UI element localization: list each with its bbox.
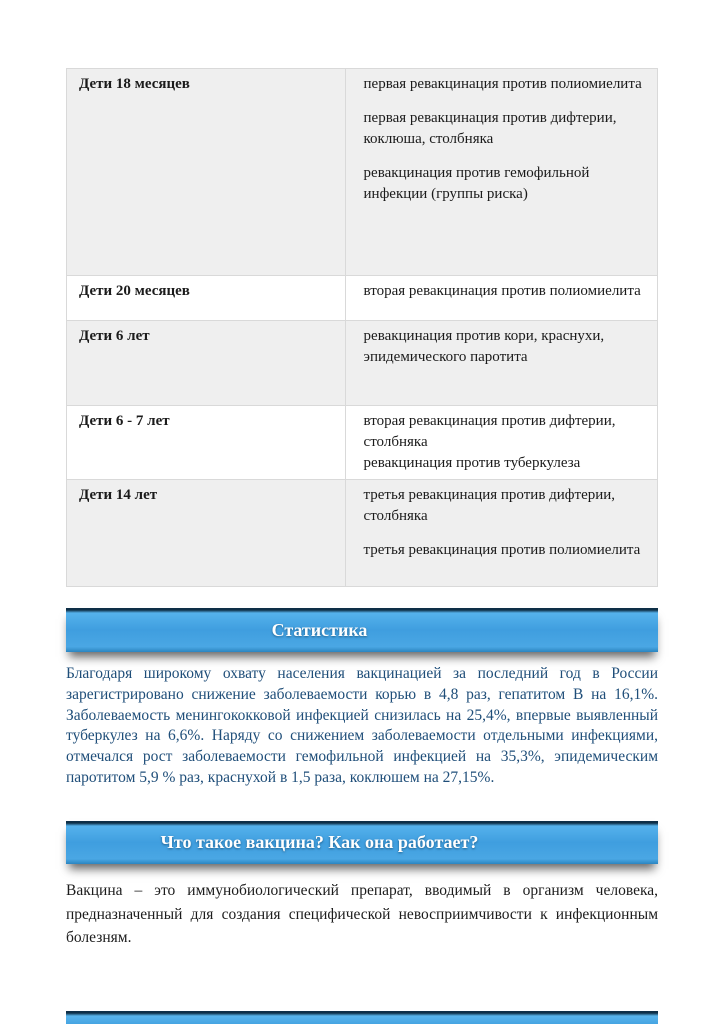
banner-title: Статистика xyxy=(271,619,368,640)
vaccine-item: ревакцинация против гемофильной инфекции (группы риска) xyxy=(363,165,590,202)
vaccination-schedule-table xyxy=(66,68,658,587)
vaccine-item: первая ревакцинация против дифтерии, коклюша, столбняка xyxy=(363,110,617,147)
vaccine-item: третья ревакцинация против дифтерии, столбняка xyxy=(363,487,616,524)
vaccine-item: ревакцинация против кори, краснухи, эпидемического паротита xyxy=(363,328,605,365)
vaccines-cell xyxy=(346,321,658,405)
age-cell: Дети 6 лет xyxy=(67,321,346,405)
table-row-18-months xyxy=(67,69,658,276)
table-row-6-7-years xyxy=(67,406,658,480)
vaccines-cell xyxy=(346,276,658,320)
table-row-6-years xyxy=(67,321,658,406)
vaccine-definition-paragraph: Вакцина – это иммунобиологический препарат, вводимый в организм человека, предназначенный для создания специфической невосприимчивости к инфекционным болезням. xyxy=(66,882,658,946)
vaccine-item: вторая ревакцинация против дифтерии, столбняка xyxy=(363,413,616,450)
age-cell: Дети 18 месяцев xyxy=(67,69,346,275)
vaccines-cell xyxy=(346,480,658,586)
table-row-14-years xyxy=(67,480,658,587)
age-cell: Дети 6 - 7 лет xyxy=(67,406,346,479)
vaccines-cell xyxy=(346,69,658,275)
next-section-banner-partial xyxy=(66,1011,658,1024)
vaccine-item: первая ревакцинация против полиомиелита xyxy=(363,76,642,92)
vaccine-item: третья ревакцинация против полиомиелита xyxy=(363,542,641,558)
banner-title: Что такое вакцина? Как она работает? xyxy=(160,832,479,852)
vaccine-item: вторая ревакцинация против полиомиелита xyxy=(363,283,641,299)
section-banner-what-is-vaccine xyxy=(66,821,658,864)
section-banner-statistics xyxy=(66,608,658,652)
age-cell: Дети 20 месяцев xyxy=(67,276,346,320)
statistics-paragraph: Благодаря широкому охвату населения вакцинацией за последний год в России зарегистрировано снижение заболеваемости корью в 4,8 раз, гепатитом В на 16,1%. Заболеваемость менингококковой инфекцией снизилась на 25,4%, впервые выявленный туберкулез на 6,6%. Наряду со снижением заболеваемости отдельными инфекциями, отмечался рост заболеваемости гемофильной инфекцией на 35,3%, эпидемическим паротитом 5,9 % раз, краснухой в 1,5 раза, коклюшем на 27,15%. xyxy=(66,665,658,786)
vaccine-item: ревакцинация против туберкулеза xyxy=(363,455,581,471)
table-row-20-months xyxy=(67,276,658,321)
vaccines-cell xyxy=(346,406,658,479)
age-cell: Дети 14 лет xyxy=(67,480,346,586)
